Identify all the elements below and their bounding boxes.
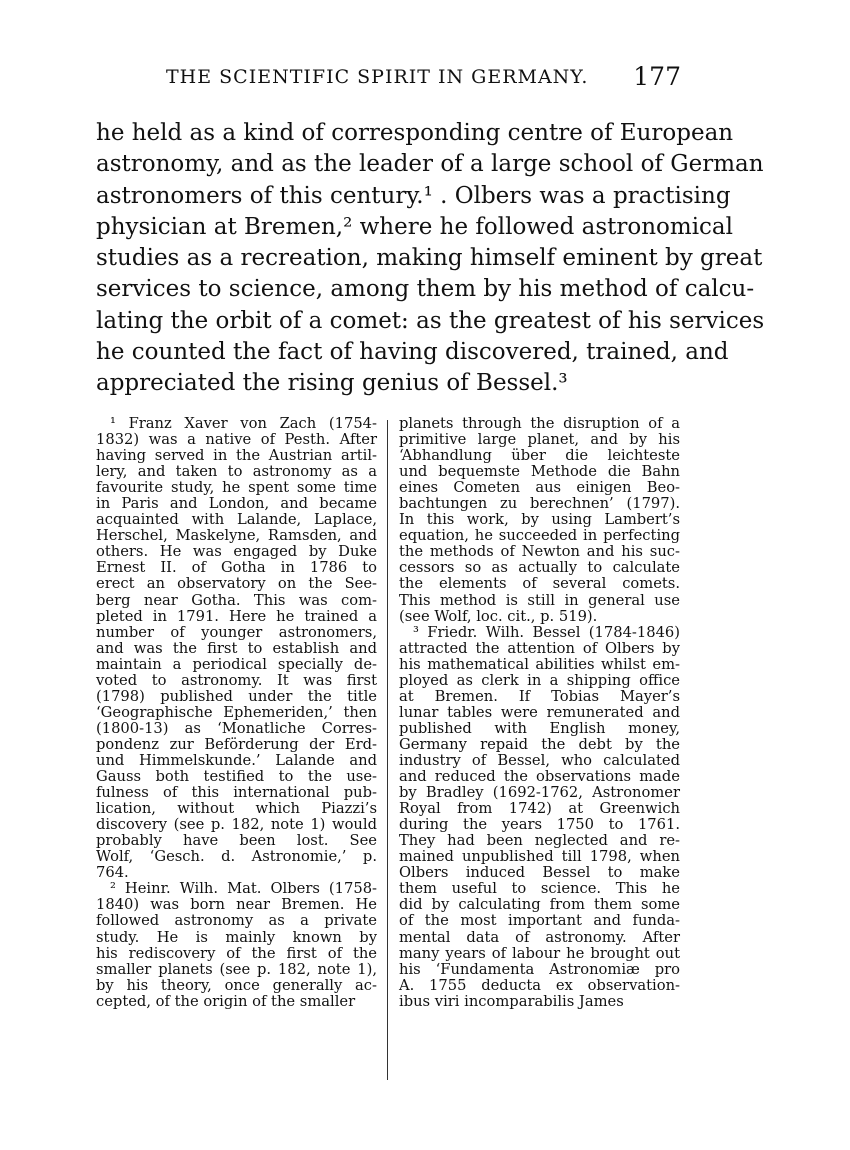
footnote-line: Wolf, ‘Gesch. d. Astronomie,’ p.	[96, 848, 377, 866]
footnote-line: study. He is mainly known by	[96, 928, 377, 946]
footnote-line: A. 1755 deducta ex observation-	[399, 976, 680, 994]
footnote-line: (1798) published under the title	[96, 687, 377, 705]
footnote-line: voted to astronomy. It was first	[96, 671, 377, 689]
footnote-line: favourite study, he spent some time	[96, 479, 377, 497]
footnote-line: during the years 1750 to 1761.	[399, 816, 680, 834]
footnote-line: and was the first to establish and	[96, 639, 377, 657]
footnote-line: equation, he succeeded in perfecting	[399, 527, 680, 545]
footnote-line: lunar tables were remunerated and	[399, 703, 680, 721]
footnote-line: by Bradley (1692-1762, Astronomer	[399, 784, 680, 802]
footnotes	[96, 416, 681, 1091]
footnote-line: In this work, by using Lambert’s	[399, 511, 680, 529]
footnote-line: others. He was engaged by Duke	[96, 543, 377, 561]
footnote-line: bachtungen zu berechnen’ (1797).	[399, 495, 680, 513]
footnote-line: cessors so as actually to calculate	[399, 559, 680, 577]
footnote-line: ³ Friedr. Wilh. Bessel (1784-1846)	[413, 623, 680, 641]
footnotes-right-column	[399, 416, 680, 1010]
footnote-line: the methods of Newton and his suc-	[399, 543, 680, 561]
footnote-line: und bequemste Methode die Bahn	[399, 463, 680, 481]
footnote-line: pondenz zur Beförderung der Erd-	[96, 735, 377, 753]
footnote-line: Germany repaid the debt by the	[399, 735, 680, 753]
footnote-line: ‘Geographische Ephemeriden,’ then	[96, 703, 377, 721]
footnote-line: his rediscovery of the first of the	[96, 944, 377, 962]
footnote-line: 1840) was born near Bremen. He	[96, 896, 377, 914]
body-line: studies as a recreation, making himself eminent by great	[96, 245, 763, 272]
body-line: appreciated the rising genius of Bessel.³	[96, 370, 568, 397]
footnote-line: and reduced the observations made	[399, 768, 680, 786]
body-line: astronomers of this century.¹ . Olbers was a practising	[96, 182, 731, 209]
body-line: he held as a kind of corresponding centre of European	[96, 120, 734, 146]
page-header	[96, 62, 681, 98]
footnote-line: ibus viri incomparabilis James	[399, 992, 624, 1010]
footnote-line: lication, without which Piazzi’s	[96, 800, 377, 818]
footnote-line: planets through the disruption of a	[399, 415, 680, 432]
footnote-line: attracted the attention of Olbers by	[399, 639, 680, 657]
footnote-line: fulness of this international pub-	[96, 784, 377, 802]
footnote-line: primitive large planet, and by his	[399, 431, 680, 449]
footnote-line: acquainted with Lalande, Laplace,	[96, 511, 377, 529]
footnote-line: industry of Bessel, who calculated	[399, 751, 680, 769]
footnote-line: mental data of astronomy. After	[399, 928, 680, 946]
footnote-line: eines Cometen aus einigen Beo-	[399, 479, 680, 497]
footnote-line: the elements of several comets.	[399, 575, 680, 593]
footnote-line: Gauss both testified to the use-	[96, 768, 377, 786]
page-number: 177	[633, 62, 681, 91]
footnote-line: und Himmelskunde.’ Lalande and	[96, 751, 377, 769]
footnote-line: probably have been lost. See	[96, 832, 377, 850]
footnote-line: number of younger astronomers,	[96, 623, 377, 641]
footnote-line: by his theory, once generally ac-	[96, 976, 377, 994]
footnote-line: his mathematical abilities whilst em-	[399, 655, 680, 673]
footnote-line: having served in the Austrian artil-	[96, 447, 377, 465]
footnote-line: erect an observatory on the See-	[96, 575, 377, 593]
footnote-line: smaller planets (see p. 182, note 1),	[96, 960, 377, 978]
body-text	[96, 118, 765, 400]
body-line: lating the orbit of a comet: as the greatest of his services	[96, 307, 765, 334]
footnote-line: 1832) was a native of Pesth. After	[96, 431, 377, 449]
footnote-line: at Bremen. If Tobias Mayer’s	[399, 687, 680, 705]
running-head: THE SCIENTIFIC SPIRIT IN GERMANY.	[166, 66, 589, 88]
footnote-line: ² Heinr. Wilh. Mat. Olbers (1758-	[110, 880, 377, 898]
footnote-line: ¹ Franz Xaver von Zach (1754-	[110, 415, 377, 432]
footnote-line: maintain a periodical specially de-	[96, 655, 377, 673]
footnote-line: in Paris and London, and became	[96, 495, 377, 513]
footnote-line: Herschel, Maskelyne, Ramsden, and	[96, 527, 377, 545]
body-line: physician at Bremen,² where he followed astronomical	[96, 213, 734, 240]
body-line: he counted the fact of having discovered, trained, and	[96, 339, 729, 366]
footnote-line: This method is still in general use	[399, 591, 680, 609]
footnote-line: did by calculating from them some	[399, 896, 680, 914]
footnote-line: them useful to science. This he	[399, 880, 680, 898]
footnote-line: lery, and taken to astronomy as a	[96, 463, 377, 481]
body-line: services to science, among them by his method of calcu-	[96, 276, 755, 303]
footnote-line: Olbers induced Bessel to make	[399, 864, 680, 882]
footnote-line: mained unpublished till 1798, when	[399, 848, 680, 866]
footnote-line: his ‘Fundamenta Astronomiæ pro	[399, 960, 680, 978]
body-line: astronomy, and as the leader of a large school of German	[96, 151, 764, 178]
footnote-line: berg near Gotha. This was com-	[96, 591, 377, 609]
footnote-line: pleted in 1791. Here he trained a	[96, 607, 377, 625]
footnote-line: ployed as clerk in a shipping office	[399, 671, 680, 689]
footnote-line: (see Wolf, loc. cit., p. 519).	[399, 607, 598, 625]
footnote-line: of the most important and funda-	[399, 912, 680, 930]
footnote-line: They had been neglected and re-	[399, 832, 680, 850]
footnotes-left-column	[96, 416, 377, 1010]
footnote-line: cepted, of the origin of the smaller	[96, 992, 356, 1010]
footnote-line: published with English money,	[399, 719, 680, 737]
footnote-line: Royal from 1742) at Greenwich	[399, 800, 680, 818]
footnote-line: 764.	[96, 864, 129, 882]
footnote-line: ‘Abhandlung über die leichteste	[399, 447, 680, 465]
footnote-line: many years of labour he brought out	[399, 944, 680, 962]
footnote-line: discovery (see p. 182, note 1) would	[96, 816, 377, 834]
footnote-line: (1800-13) as ‘Monatliche Corres-	[96, 719, 377, 737]
footnote-line: Ernest II. of Gotha in 1786 to	[96, 559, 377, 577]
footnote-line: followed astronomy as a private	[96, 912, 377, 930]
column-divider	[387, 420, 388, 1080]
